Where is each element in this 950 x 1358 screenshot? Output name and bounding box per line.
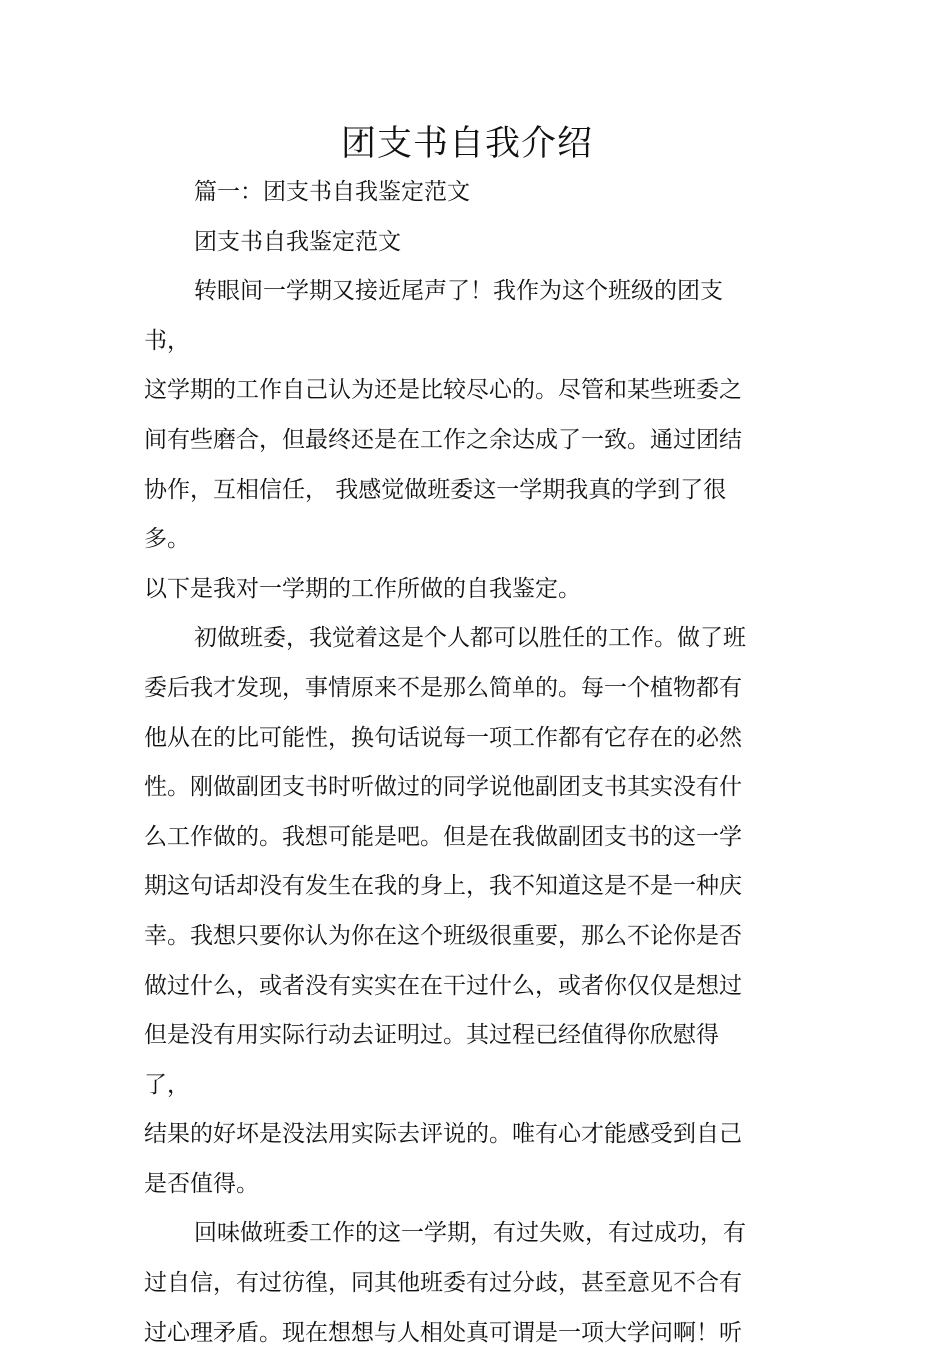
- section-heading: 篇一：团支书自我鉴定范文: [194, 179, 470, 205]
- document-title: 团支书自我介绍: [340, 124, 593, 164]
- paragraph-1: 转眼间一学期又接近尾声了！我作为这个班级的团支书， 这学期的工作自己认为还是比较尽心的。尽管和某些班委之 间有些磨合，但最终还是在工作之余达成了一致。通过团结 协作，互相信任， 我感觉做班委这一学期我真的学到了很多。 以下是我对一学期的工作所做的自我鉴定。: [144, 278, 742, 602]
- paragraph-3: 回味做班委工作的这一学期，有过失败，有过成功，有 过自信，有过彷徨，同其他班委有过分歧，甚至意见不合有 过心理矛盾。现在想想与人相处真可谓是一项大学问啊！听: [144, 1220, 746, 1346]
- document-body: [144, 168, 760, 1358]
- paragraph-2: 初做班委，我觉着这是个人都可以胜任的工作。做了班 委后我才发现，事情原来不是那么简单的。每一个植物都有 他从在的比可能性，换句话说每一项工作都有它存在的必然 性。刚做副团支书时听做过的同学说他副团支书其实没有什 么工作做的。我想可能是吧。但是在我做副团支书的这一学 期这句话却没有发生在我的身上，我不知道这是不是一种庆 幸。我想只要你认为你在这个班级很重要，那么不论你是否 做过什么，或者没有实实在在干过什么，或者你仅仅是想过 但是没有用实际行动去证明过。其过程已经值得你欣慰得了， 结果的好坏是没法用实际去评说的。唯有心才能感受到自己 是否值得。: [144, 625, 746, 1197]
- section-subtitle: 团支书自我鉴定范文: [194, 228, 401, 255]
